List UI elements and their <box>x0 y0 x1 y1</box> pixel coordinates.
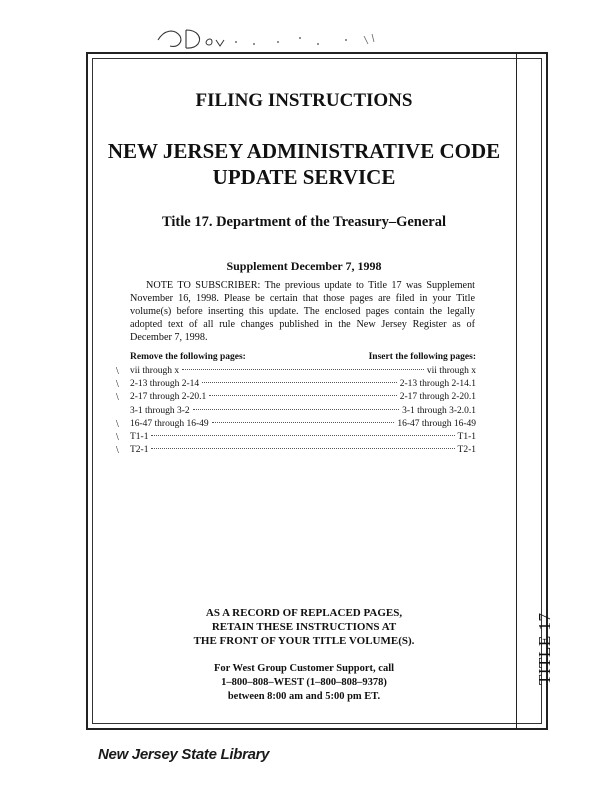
insert-pages: T2-1 <box>457 445 476 456</box>
dot-leader <box>151 435 454 436</box>
table-row <box>116 445 476 458</box>
title-subject: Title 17. Department of the Treasury–General <box>161 214 447 230</box>
library-stamp: New Jersey State Library <box>98 746 270 763</box>
table-row <box>130 406 476 419</box>
dot-leader <box>209 395 396 396</box>
dot-leader <box>193 409 399 410</box>
pages-table <box>116 352 476 458</box>
retain-line-3: THE FRONT OF YOUR TITLE VOLUME(S). <box>193 635 415 647</box>
table-row <box>116 418 476 432</box>
customer-support <box>100 662 508 704</box>
check-mark: \ <box>116 366 119 377</box>
check-mark: \ <box>116 392 119 404</box>
pages-table-header <box>130 352 476 366</box>
remove-pages: T2-1 <box>130 445 149 456</box>
insert-pages: 16-47 through 16-49 <box>397 418 476 429</box>
support-line-1: For West Group Customer Support, call <box>213 663 395 674</box>
subscriber-note: NOTE TO SUBSCRIBER: The previous update to Title 17 was Supplement November 16, 1998. Please be certain that those pages are filed in your Title volume(s) before inserting this update. The enclosed pages contain the legally adopted text of all rule changes published in the New Jersey Register as of December 7, 1998. <box>130 280 475 343</box>
remove-pages-header: Remove the following pages: <box>130 352 246 362</box>
check-mark: \ <box>116 445 119 457</box>
table-row <box>116 431 476 445</box>
remove-pages: 16-47 through 16-49 <box>130 418 209 429</box>
code-name-line-1: NEW JERSEY ADMINISTRATIVE CODE <box>107 139 501 163</box>
retain-line-2: RETAIN THESE INSTRUCTIONS AT <box>211 621 397 633</box>
retain-line-1: AS A RECORD OF REPLACED PAGES, <box>205 607 403 619</box>
document-title: FILING INSTRUCTIONS <box>195 90 413 111</box>
insert-pages: 2-17 through 2-20.1 <box>399 392 476 403</box>
table-row <box>116 379 476 392</box>
check-mark: \ <box>116 379 119 391</box>
table-row <box>116 392 476 405</box>
remove-pages: 3-1 through 3-2 <box>130 405 190 416</box>
insert-pages: vii through x <box>426 366 476 376</box>
dot-leader <box>212 422 395 423</box>
title-tab-label: TITLE 17 <box>535 612 554 685</box>
dot-leader <box>182 369 424 370</box>
dot-leader <box>151 448 454 449</box>
supplement-date: Supplement December 7, 1998 <box>226 259 382 273</box>
check-mark: \ <box>116 418 119 430</box>
remove-pages: T1-1 <box>130 431 149 442</box>
insert-pages: 2-13 through 2-14.1 <box>399 379 476 390</box>
remove-pages: vii through x <box>130 366 180 376</box>
handwritten-mark <box>150 22 390 52</box>
code-name-line-2: UPDATE SERVICE <box>212 165 396 189</box>
code-name <box>100 138 508 190</box>
tab-divider <box>516 54 517 728</box>
retain-notice <box>100 606 508 648</box>
support-hours: between 8:00 am and 5:00 pm ET. <box>227 691 381 702</box>
pages-table-body <box>116 366 476 458</box>
insert-pages: 3-1 through 3-2.0.1 <box>402 405 476 416</box>
support-phone: 1–800–808–WEST (1–800–808–9378) <box>221 677 387 688</box>
remove-pages: 2-17 through 2-20.1 <box>130 392 207 403</box>
dot-leader <box>202 382 397 383</box>
remove-pages: 2-13 through 2-14 <box>130 379 200 390</box>
insert-pages-header: Insert the following pages: <box>368 352 476 362</box>
table-row <box>116 366 476 379</box>
insert-pages: T1-1 <box>457 431 476 442</box>
check-mark: \ <box>116 431 119 443</box>
